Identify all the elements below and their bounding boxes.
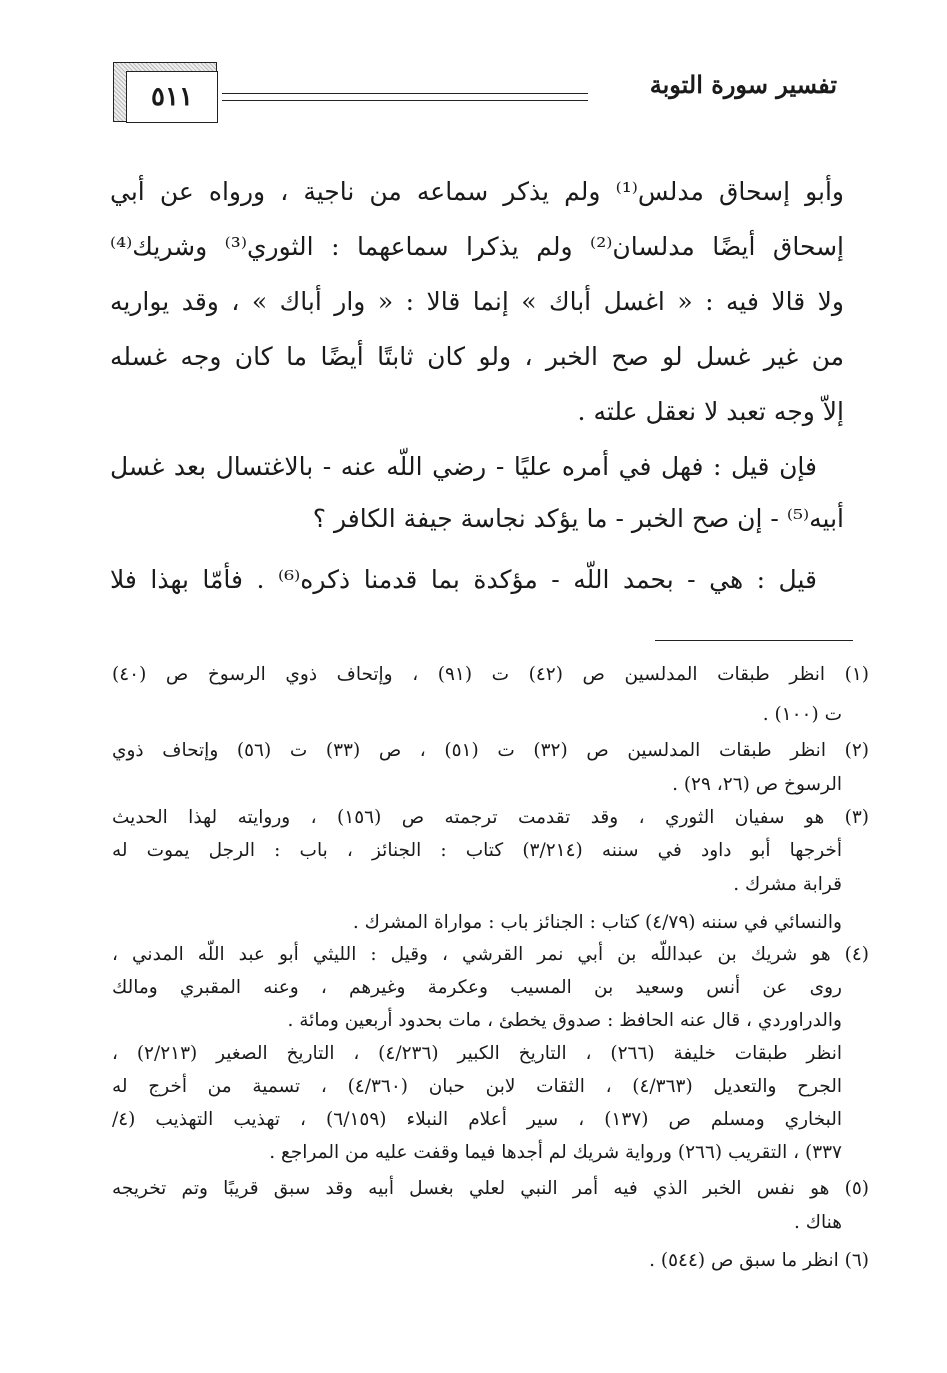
running-title: تفسير سورة التوبة bbox=[649, 70, 837, 99]
body-line: وأبو إسحاق مدلس⁽¹⁾ ولم يذكر سماعه من ناجية ، ورواه عن أبي bbox=[110, 177, 844, 206]
body-line: من غير غسل لو صح الخبر ، ولو كان ثابتًا أيضًا ما كان وجه غسله bbox=[110, 342, 844, 371]
footnote-line: ٣٣٧) ، التقريب (٢٦٦) ورواية شريك لم أجدها فيما وقفت عليه من المراجع . bbox=[269, 1142, 842, 1163]
footnote-line: (٥) هو نفس الخبر الذي فيه أمر النبي لعلي بغسل أبيه وقد سبق قريبًا وتم تخريجه bbox=[112, 1178, 869, 1199]
footnote-line: هناك . bbox=[794, 1212, 842, 1233]
footnote-line: والدراوردي ، قال عنه الحافظ : صدوق يخطئ ، مات بحدود أربعين ومائة . bbox=[287, 1010, 842, 1031]
page-number-box bbox=[113, 62, 217, 122]
footnote-line: الرسوخ ص (٢٦، ٢٩) . bbox=[672, 774, 842, 795]
footnote-line: انظر طبقات خليفة (٢٦٦) ، التاريخ الكبير (٤/٢٣٦) ، التاريخ الصغير (٢/٢١٣) ، bbox=[112, 1043, 842, 1064]
footnote-line: روى عن أنس وسعيد بن المسيب وعكرمة وغيرهم ، وعنه المقبري ومالك bbox=[112, 977, 842, 998]
header-rule-thin bbox=[222, 100, 588, 101]
footnote-line: (٦) انظر ما سبق ص (٥٤٤) . bbox=[649, 1250, 869, 1271]
page-number: ٥١١ bbox=[126, 71, 218, 123]
footnote-line: (٣) هو سفيان الثوري ، وقد تقدمت ترجمته ص (١٥٦) ، وروايته لهذا الحديث bbox=[112, 807, 870, 828]
footnote-line: (٢) انظر طبقات المدلسين ص (٣٢) ت (٥١) ، ص (٣٣) ت (٥٦) وإتحاف ذوي bbox=[112, 740, 869, 761]
footnote-line: والنسائي في سننه (٤/٧٩) كتاب : الجنائز باب : مواراة المشرك . bbox=[352, 912, 842, 933]
body-line: إلاّ وجه تعبد لا نعقل علته . bbox=[577, 397, 844, 426]
footnote-separator bbox=[655, 640, 853, 641]
footnote-line: الجرح والتعديل (٤/٣٦٣) ، الثقات لابن حبان (٤/٣٦٠) ، تسمية من أخرج له bbox=[112, 1076, 843, 1097]
body-line: ولا قالا فيه : « اغسل أباك » إنما قالا : « وار أباك » ، وقد يواريه bbox=[110, 287, 844, 316]
footnote-line: قرابة مشرك . bbox=[733, 874, 842, 895]
footnote-line: (١) انظر طبقات المدلسين ص (٤٢) ت (٩١) ، وإتحاف ذوي الرسوخ ص (٤٠) bbox=[112, 664, 869, 685]
footnote-line: (٤) هو شريك بن عبداللّه بن أبي نمر القرشي ، وقيل : الليثي أبو عبد اللّه المدني ، bbox=[112, 944, 869, 965]
footnote-line: أخرجها أبو داود في سننه (٣/٢١٤) كتاب : الجنائز ، باب : الرجل يموت له bbox=[112, 840, 843, 861]
body-line: أبيه⁽⁵⁾ - إن صح الخبر - ما يؤكد نجاسة جيفة الكافر ؟ bbox=[312, 504, 844, 533]
header-rule bbox=[222, 93, 588, 94]
body-line: قيل : هي - بحمد اللّه - مؤكدة بما قدمنا ذكره⁽⁶⁾ . فأمّا بهذا فلا bbox=[110, 565, 817, 594]
body-line: إسحاق أيضًا مدلسان⁽²⁾ ولم يذكرا سماعهما : الثوري⁽³⁾ وشريك⁽⁴⁾ bbox=[110, 232, 844, 261]
footnote-line: ت (١٠٠) . bbox=[762, 704, 842, 725]
body-line: فإن قيل : فهل في أمره عليًا - رضي اللّه عنه - بالاغتسال بعد غسل bbox=[110, 452, 817, 481]
footnote-line: البخاري ومسلم ص (١٣٧) ، سير أعلام النبلاء (٦/١٥٩) ، تهذيب التهذيب (٤/ bbox=[112, 1109, 842, 1130]
